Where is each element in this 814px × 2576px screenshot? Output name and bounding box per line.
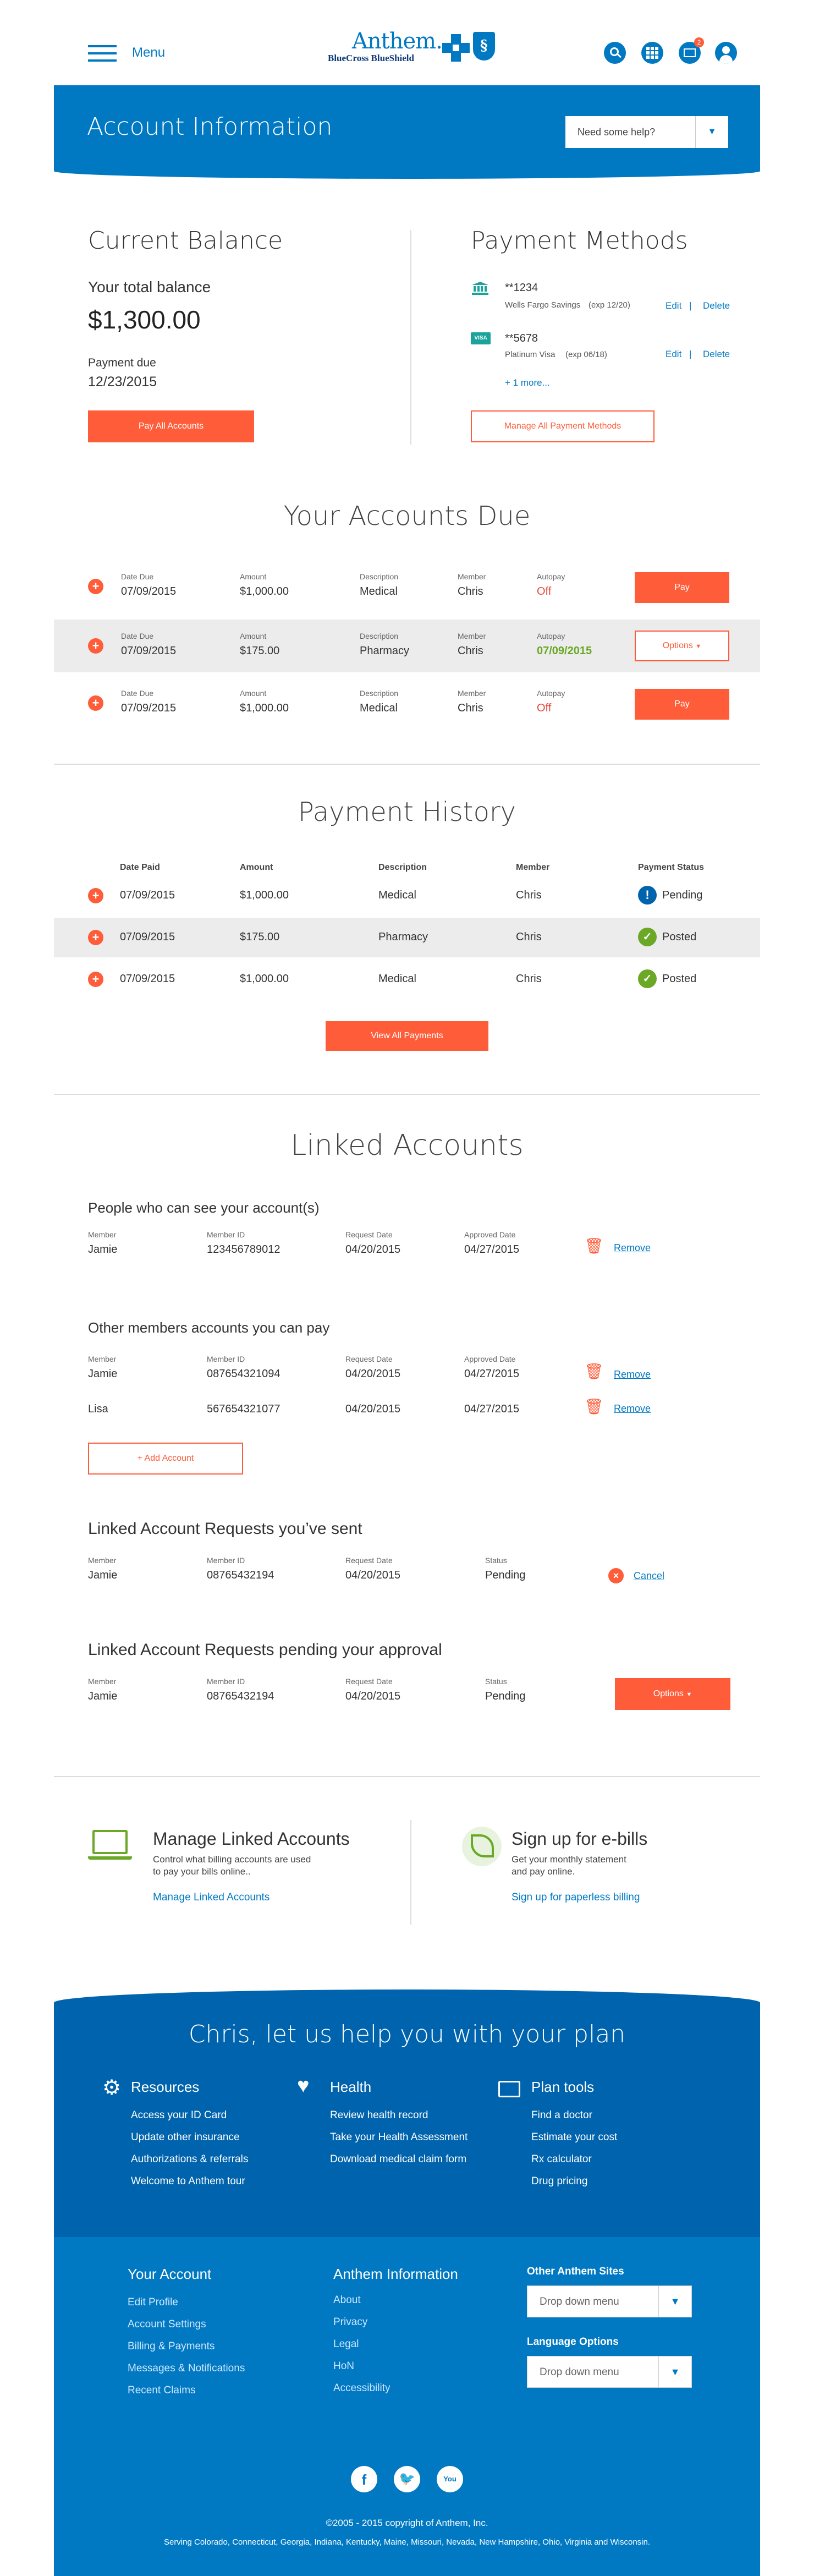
- link-separator: |: [689, 349, 692, 359]
- accounts-due-heading: Your Accounts Due: [283, 501, 531, 531]
- manage-linked-desc-1: Control what billing accounts are used: [153, 1854, 311, 1865]
- leaf-icon: [462, 1827, 502, 1866]
- method-number: **1234: [505, 282, 538, 294]
- chevron-down-icon: ▼: [658, 2286, 691, 2317]
- method-desc: Wells Fargo Savings: [505, 300, 581, 310]
- amount-label: Amount: [240, 572, 267, 581]
- ebill-desc-2: and pay online.: [512, 1866, 575, 1877]
- more-methods-link[interactable]: + 1 more...: [505, 377, 550, 388]
- request-date-label: Request Date: [345, 1677, 393, 1686]
- date-paid: 07/09/2015: [120, 931, 175, 943]
- payment-status: Posted: [662, 973, 697, 985]
- section-divider: [54, 764, 760, 765]
- hamburger-icon: [88, 45, 117, 62]
- help-select-value: Need some help?: [578, 127, 656, 138]
- sent-requests-heading: Linked Account Requests you’ve sent: [88, 1520, 362, 1538]
- help-plan-section: [54, 1989, 760, 2237]
- pay-all-accounts-button[interactable]: Pay All Accounts: [88, 410, 254, 442]
- footer-link[interactable]: Billing & Payments: [128, 2341, 215, 2352]
- health-link[interactable]: Review health record: [330, 2109, 428, 2121]
- trash-icon[interactable]: 🗑: [584, 1363, 604, 1380]
- other-sites-select[interactable]: [527, 2285, 692, 2317]
- col-description: Description: [378, 863, 427, 872]
- chevron-down-icon: ▼: [695, 116, 728, 148]
- member-label: Member: [88, 1355, 117, 1363]
- account-due-row: [54, 561, 760, 614]
- amount-value: $1,000.00: [240, 702, 289, 714]
- description: Medical: [378, 889, 416, 901]
- method-exp: (exp 06/18): [565, 350, 607, 359]
- col-member: Member: [516, 863, 550, 872]
- chevron-down-icon: ▼: [658, 2356, 691, 2387]
- autopay-label: Autopay: [537, 572, 565, 581]
- balance-heading: Current Balance: [88, 227, 283, 255]
- payment-due-label: Payment due: [88, 357, 156, 369]
- approved-date-value: 04/27/2015: [464, 1403, 520, 1415]
- date-due-value: 07/09/2015: [121, 585, 177, 598]
- search-button[interactable]: [604, 42, 626, 64]
- request-date-label: Request Date: [345, 1355, 393, 1363]
- request-date-value: 04/20/2015: [345, 1403, 401, 1415]
- status-label: Status: [485, 1677, 507, 1686]
- serving-states: Serving Colorado, Connecticut, Georgia, Indiana, Kentucky, Maine, Missouri, Nevada, New Hampshire, Ohio, Virginia and Wisconsin.: [163, 2537, 651, 2547]
- manage-linked-link[interactable]: Manage Linked Accounts: [153, 1892, 270, 1903]
- description-value: Pharmacy: [360, 645, 410, 657]
- autopay-label: Autopay: [537, 632, 565, 640]
- payment-history-heading: Payment History: [298, 797, 516, 827]
- footer-link[interactable]: Edit Profile: [128, 2297, 178, 2308]
- col-date-paid: Date Paid: [120, 863, 160, 872]
- description-label: Description: [360, 572, 399, 581]
- autopay-value: Off: [537, 585, 552, 598]
- date-due-value: 07/09/2015: [121, 645, 177, 657]
- description-label: Description: [360, 689, 399, 698]
- manage-linked-desc-2: to pay your bills online..: [153, 1866, 251, 1877]
- method-number: **5678: [505, 332, 538, 344]
- member-value: Jamie: [88, 1690, 118, 1702]
- resource-link[interactable]: Authorizations & referrals: [131, 2153, 249, 2165]
- total-balance-value: $1,300.00: [88, 305, 201, 334]
- member-id-label: Member ID: [207, 1355, 245, 1363]
- member-value: Chris: [458, 702, 483, 714]
- method-desc: Platinum Visa: [505, 350, 556, 359]
- request-date-value: 04/20/2015: [345, 1243, 401, 1256]
- anthem-logo[interactable]: [328, 29, 498, 67]
- folder-icon: [498, 2081, 520, 2097]
- laptop-icon: [88, 1830, 132, 1863]
- remove-link[interactable]: Remove: [614, 1369, 651, 1380]
- your-account-column: [128, 2266, 309, 2409]
- ebill-desc-1: Get your monthly statement: [512, 1854, 626, 1865]
- page-title: Account Information: [87, 113, 333, 141]
- ebill-title: Sign up for e-bills: [512, 1829, 648, 1849]
- current-balance-panel: [88, 220, 396, 451]
- payment-due-date: 12/23/2015: [88, 374, 157, 390]
- member-value: Jamie: [88, 1368, 118, 1380]
- date-due-value: 07/09/2015: [121, 702, 177, 714]
- delete-method-link[interactable]: Delete: [703, 349, 730, 359]
- plan-tool-link[interactable]: Rx calculator: [531, 2153, 592, 2165]
- amount-label: Amount: [240, 689, 267, 698]
- delete-method-link[interactable]: Delete: [703, 300, 730, 311]
- other-sites-title: Other Anthem Sites: [527, 2266, 624, 2277]
- top-header: [0, 0, 814, 85]
- options-label: Options: [653, 1689, 684, 1698]
- visa-card-icon: VISA: [471, 332, 491, 344]
- payment-methods-heading: Payment Methods: [471, 227, 688, 255]
- date-paid: 07/09/2015: [120, 973, 175, 985]
- total-balance-label: Your total balance: [88, 278, 211, 295]
- description: Pharmacy: [378, 931, 428, 943]
- expand-plus-icon[interactable]: +: [88, 888, 103, 903]
- menu-label: Menu: [132, 45, 166, 60]
- member-value: Jamie: [88, 1243, 118, 1256]
- member: Chris: [516, 931, 542, 943]
- cancel-x-icon[interactable]: ×: [608, 1568, 624, 1583]
- approved-date-label: Approved Date: [464, 1230, 516, 1239]
- mail-icon: [684, 48, 696, 57]
- section-divider: [54, 1094, 760, 1095]
- member-id-value: 08765432194: [207, 1569, 274, 1581]
- pending-alert-icon: !: [638, 886, 657, 905]
- history-row: [54, 878, 760, 914]
- footer-link[interactable]: Messages & Notifications: [128, 2363, 245, 2374]
- member-value: Chris: [458, 645, 483, 657]
- request-date-value: 04/20/2015: [345, 1569, 401, 1581]
- trash-icon[interactable]: 🗑: [584, 1237, 604, 1254]
- options-button[interactable]: [615, 1678, 730, 1710]
- anthem-info-title: Anthem Information: [333, 2266, 458, 2282]
- resource-link[interactable]: Access your ID Card: [131, 2109, 227, 2121]
- description-label: Description: [360, 632, 399, 640]
- other-sites-select-value: Drop down menu: [540, 2296, 619, 2308]
- ebill-promo: [462, 1821, 759, 1931]
- promo-divider: [410, 1820, 411, 1925]
- member-id-label: Member ID: [207, 1556, 245, 1565]
- footer-link[interactable]: About: [333, 2294, 361, 2306]
- amount-label: Amount: [240, 632, 267, 640]
- plan-tools-column: [498, 2078, 696, 2221]
- twitter-icon[interactable]: 🐦: [394, 2466, 420, 2492]
- member: Chris: [516, 889, 542, 901]
- pending-approval-heading: Linked Account Requests pending your approval: [88, 1641, 442, 1659]
- footer-link[interactable]: Accessibility: [333, 2382, 391, 2394]
- request-date-value: 04/20/2015: [345, 1690, 401, 1702]
- health-title: Health: [330, 2079, 372, 2095]
- blue-shield-icon: §: [473, 32, 495, 61]
- view-all-payments-button[interactable]: View All Payments: [326, 1021, 488, 1051]
- expand-plus-icon[interactable]: +: [88, 972, 103, 987]
- payment-status: Pending: [662, 889, 703, 901]
- youtube-icon[interactable]: You: [437, 2466, 463, 2492]
- anthem-info-column: [333, 2266, 515, 2409]
- approved-date-label: Approved Date: [464, 1355, 516, 1363]
- manage-linked-title: Manage Linked Accounts: [153, 1829, 350, 1849]
- bank-icon: [472, 282, 488, 296]
- member-value: Lisa: [88, 1403, 108, 1415]
- method-exp: (exp 12/20): [588, 300, 630, 310]
- amount-value: $1,000.00: [240, 585, 289, 598]
- health-link[interactable]: Download medical claim form: [330, 2153, 467, 2165]
- manage-linked-promo: [88, 1821, 396, 1931]
- heart-pulse-icon: ♥: [297, 2074, 310, 2097]
- cancel-link[interactable]: Cancel: [634, 1570, 665, 1581]
- amount: $175.00: [240, 931, 280, 943]
- description-value: Medical: [360, 585, 398, 598]
- amount-value: $175.00: [240, 645, 280, 657]
- payment-history-table: [54, 858, 760, 1001]
- date-due-label: Date Due: [121, 632, 154, 640]
- footer-link[interactable]: Privacy: [333, 2316, 368, 2328]
- member-label: Member: [88, 1677, 117, 1686]
- account-due-row: [54, 678, 760, 731]
- autopay-value: 07/09/2015: [537, 645, 592, 657]
- social-links: [346, 2466, 468, 2493]
- messages-button[interactable]: [679, 39, 701, 64]
- blue-cross-icon: [442, 34, 470, 62]
- status-value: Pending: [485, 1690, 526, 1702]
- see-account-heading: People who can see your account(s): [88, 1199, 320, 1216]
- amount: $1,000.00: [240, 973, 289, 985]
- resource-link[interactable]: Update other insurance: [131, 2131, 240, 2143]
- member-value: Chris: [458, 585, 483, 598]
- footer-link[interactable]: Account Settings: [128, 2319, 206, 2330]
- member-label: Member: [458, 689, 486, 698]
- member-id-value: 08765432194: [207, 1690, 274, 1702]
- member-value: Jamie: [88, 1569, 118, 1581]
- plan-tools-title: Plan tools: [531, 2079, 595, 2095]
- profile-button[interactable]: [715, 42, 737, 64]
- request-date-value: 04/20/2015: [345, 1368, 401, 1380]
- language-select-value: Drop down menu: [540, 2366, 619, 2378]
- history-row: [54, 918, 760, 957]
- resources-column: [102, 2078, 289, 2221]
- footer-link[interactable]: Legal: [333, 2338, 359, 2350]
- health-link[interactable]: Take your Health Assessment: [330, 2131, 468, 2143]
- options-button[interactable]: [635, 631, 729, 661]
- linked-accounts-heading: Linked Accounts: [290, 1129, 524, 1162]
- apps-button[interactable]: [641, 42, 663, 64]
- ebill-link[interactable]: Sign up for paperless billing: [512, 1892, 640, 1903]
- date-due-label: Date Due: [121, 572, 154, 581]
- member-label: Member: [458, 572, 486, 581]
- pay-button[interactable]: Pay: [635, 572, 729, 603]
- footer-link[interactable]: HoN: [333, 2360, 355, 2372]
- description: Medical: [378, 973, 416, 985]
- pay-accounts-heading: Other members accounts you can pay: [88, 1319, 330, 1336]
- member-id-value: 087654321094: [207, 1368, 280, 1380]
- remove-link[interactable]: Remove: [614, 1242, 651, 1253]
- edit-method-link[interactable]: Edit: [666, 349, 682, 359]
- member-id-label: Member ID: [207, 1230, 245, 1239]
- payment-status: Posted: [662, 931, 697, 943]
- payment-methods-panel: [471, 220, 760, 451]
- pay-button[interactable]: Pay: [635, 689, 729, 720]
- health-column: [297, 2074, 495, 2221]
- accounts-due-list: [54, 561, 760, 732]
- edit-method-link[interactable]: Edit: [666, 300, 682, 311]
- manage-payment-methods-button[interactable]: Manage All Payment Methods: [471, 410, 654, 442]
- col-amount: Amount: [240, 863, 273, 872]
- status-label: Status: [485, 1556, 507, 1565]
- approved-date-value: 04/27/2015: [464, 1368, 520, 1380]
- plan-tool-link[interactable]: Find a doctor: [531, 2109, 592, 2121]
- linked-accounts-section: [88, 1194, 732, 1717]
- resource-link[interactable]: Welcome to Anthem tour: [131, 2175, 245, 2187]
- autopay-value: Off: [537, 702, 552, 714]
- facebook-icon[interactable]: f: [351, 2466, 377, 2492]
- request-date-label: Request Date: [345, 1556, 393, 1565]
- autopay-label: Autopay: [537, 689, 565, 698]
- col-payment-status: Payment Status: [638, 863, 705, 872]
- section-divider: [54, 1776, 760, 1777]
- plan-tool-link[interactable]: Estimate your cost: [531, 2131, 618, 2143]
- logo-subtitle: BlueCross BlueShield: [328, 53, 414, 63]
- balance-divider: [410, 230, 411, 445]
- gear-icon: ⚙: [102, 2076, 122, 2100]
- member-id-value: 123456789012: [207, 1243, 280, 1256]
- language-select[interactable]: [527, 2356, 692, 2388]
- history-row: [54, 962, 760, 998]
- date-paid: 07/09/2015: [120, 889, 175, 901]
- logo-wordmark: Anthem.: [352, 29, 442, 54]
- member-label: Member: [458, 632, 486, 640]
- language-title: Language Options: [527, 2336, 619, 2348]
- resources-title: Resources: [131, 2079, 200, 2095]
- your-account-title: Your Account: [128, 2266, 212, 2282]
- account-due-row: [54, 620, 760, 672]
- other-sites-column: [527, 2266, 703, 2420]
- member: Chris: [516, 973, 542, 985]
- posted-check-icon: ✓: [638, 969, 657, 988]
- date-due-label: Date Due: [121, 689, 154, 698]
- help-heading: Chris, let us help you with your plan: [188, 2020, 626, 2048]
- footer-link[interactable]: Recent Claims: [128, 2385, 196, 2396]
- member-label: Member: [88, 1556, 117, 1565]
- plan-tool-link[interactable]: Drug pricing: [531, 2175, 588, 2187]
- request-date-label: Request Date: [345, 1230, 393, 1239]
- menu-button[interactable]: [88, 43, 170, 63]
- grid-icon: [646, 47, 658, 59]
- remove-link[interactable]: Remove: [614, 1403, 651, 1414]
- expand-plus-icon[interactable]: +: [88, 579, 103, 594]
- expand-plus-icon[interactable]: +: [88, 695, 103, 711]
- amount: $1,000.00: [240, 889, 289, 901]
- expand-plus-icon[interactable]: +: [88, 930, 103, 945]
- help-select[interactable]: [565, 116, 728, 148]
- caret-down-icon: ▼: [695, 643, 702, 650]
- approved-date-value: 04/27/2015: [464, 1243, 520, 1256]
- account-info-banner: [54, 85, 760, 179]
- caret-down-icon: ▼: [686, 1691, 692, 1698]
- link-separator: |: [689, 300, 692, 311]
- member-id-value: 567654321077: [207, 1403, 280, 1415]
- options-label: Options: [662, 641, 693, 650]
- add-account-button[interactable]: + Add Account: [88, 1443, 243, 1475]
- copyright: ©2005 - 2015 copyright of Anthem, Inc.: [326, 2518, 488, 2528]
- trash-icon[interactable]: 🗑: [584, 1398, 604, 1415]
- message-count-badge: 2: [694, 37, 704, 47]
- site-footer: [54, 2237, 760, 2576]
- description-value: Medical: [360, 702, 398, 714]
- member-label: Member: [88, 1230, 117, 1239]
- posted-check-icon: ✓: [638, 928, 657, 946]
- status-value: Pending: [485, 1569, 526, 1581]
- expand-plus-icon[interactable]: +: [88, 638, 103, 654]
- member-id-label: Member ID: [207, 1677, 245, 1686]
